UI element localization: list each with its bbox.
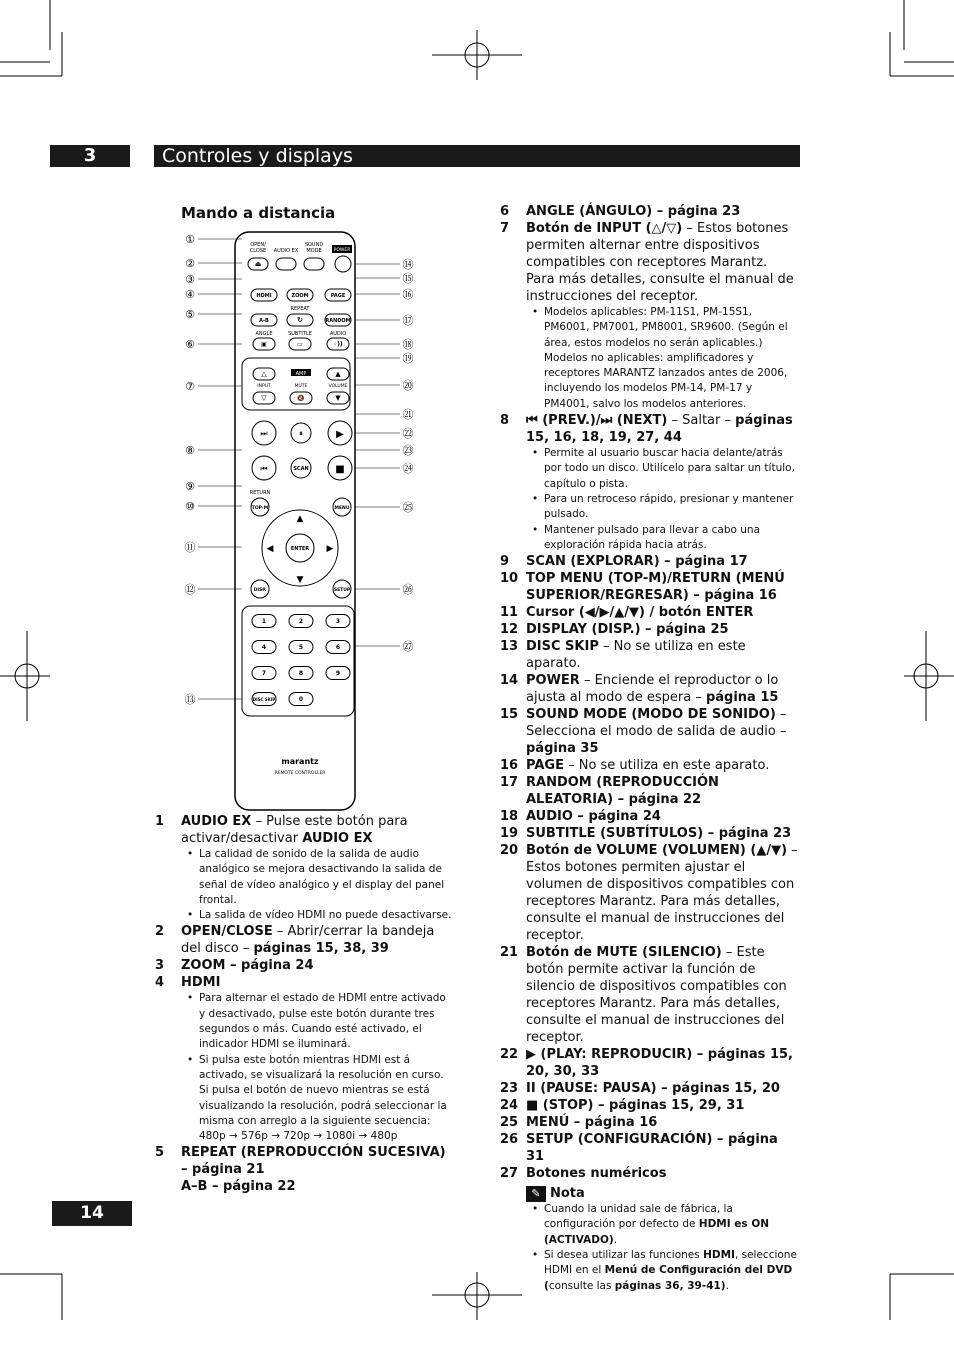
item-number: 13: [500, 639, 519, 655]
left-item-2: [155, 923, 455, 957]
item-number: 17: [500, 775, 519, 791]
cursor-down-icon: ▼: [296, 575, 304, 585]
item-number: 26: [500, 1132, 519, 1148]
power-button: [335, 256, 351, 272]
item-number: 3: [155, 958, 165, 974]
right-item-19: [500, 825, 800, 842]
item-text: RANDOM (REPRODUCCIÓN ALEATORIA) – página 22: [526, 775, 719, 808]
note-bullet: • Cuando la unidad sale de fábrica, la configuración por defecto de HDMI es ON (ACTIVADO).: [526, 1202, 800, 1248]
right-item-18: [500, 808, 800, 825]
callout-left-4: ④: [185, 288, 195, 301]
right-item-14: [500, 672, 800, 706]
item-bullet: • La salida de vídeo HDMI no puede desactivarse.: [181, 908, 455, 923]
item-number: 16: [500, 758, 519, 774]
item-text: REPEAT (REPRODUCCIÓN SUCESIVA) – página 21 A–B – página 22: [181, 1145, 446, 1195]
item-text: SCAN (EXPLORAR) – página 17: [526, 554, 748, 570]
right-item-20: [500, 842, 800, 944]
audio-label: AUDIO: [329, 331, 347, 337]
callout-right-10: ㉓: [402, 444, 414, 457]
item-number: 12: [500, 622, 519, 638]
callout-left-9: ⑨: [185, 480, 195, 493]
item-text: SOUND MODE (MODO DE SONIDO) – Selecciona el modo de salida de audio – página 35: [526, 707, 787, 757]
remote-controller-label: REMOTE CONTROLLER: [274, 771, 326, 776]
volume-up-button-label: ▲: [335, 370, 341, 378]
pencil-icon: ✎: [526, 1186, 546, 1202]
item-number: 24: [500, 1098, 519, 1114]
right-item-24: [500, 1097, 800, 1114]
number-button-3-label: 3: [335, 618, 341, 625]
section-title: Mando a distancia: [181, 204, 336, 222]
subtitle-label: SUBTITLE: [288, 331, 312, 337]
item-bullet: • Mantener pulsado para llevar a cabo una exploración rápida hacia atrás.: [526, 523, 800, 554]
item-number: 18: [500, 809, 519, 825]
item-text: AUDIO – página 24: [526, 809, 661, 825]
audio-button-label: ◦)): [333, 341, 343, 348]
random-button-label: RANDOM: [325, 318, 351, 324]
volume-down-button-label: ▼: [335, 394, 341, 402]
item-text: ■ (STOP) – páginas 15, 29, 31: [526, 1098, 745, 1114]
callout-left-7: ⑦: [185, 380, 195, 393]
item-bullet: • Si pulsa este botón mientras HDMI est á activado, se visualizará la resolución en curso. Si pulsa el botón de nuevo mientras se está visualizando la resolución, podrá seleccionar la misma con arreglo a la siguiente secuencia: 480p → 576p → 720p → 1080i → 480p: [181, 1053, 455, 1145]
callout-right-12: ㉕: [402, 501, 414, 514]
item-number: 2: [155, 924, 165, 940]
item-bullet: • Para un retroceso rápido, presionar y mantener pulsado.: [526, 492, 800, 523]
power-label: POWER: [333, 248, 351, 253]
input-down-button-label: ▽: [261, 394, 267, 402]
remote-illustration: [180, 228, 420, 813]
stop-icon: ■: [335, 464, 345, 475]
number-button-7-label: 7: [261, 670, 267, 677]
callout-right-3: ⑯: [402, 288, 414, 301]
callout-right-11: ㉔: [402, 462, 414, 475]
sound-mode-label: SOUND MODE: [304, 242, 324, 254]
item-text: Botón de VOLUME (VOLUMEN) (▲/▼) – Estos botones permiten ajustar el volumen de dispositivos compatibles con receptores Marantz. Para más detalles, consulte el manual de instrucciones del receptor.: [526, 843, 798, 944]
item-bullet: • Para alternar el estado de HDMI entre activado y desactivado, pulse este botón durante tres segundos o más. Cuando esté activado, el indicador HDMI se iluminará.: [181, 991, 455, 1052]
item-bullet: • Permite al usuario buscar hacia delante/atrás por todo un disco. Utilícelo para saltar un título, capítulo o pista.: [526, 446, 800, 492]
audio-ex-button: [276, 258, 296, 270]
menu-label: MENU: [334, 506, 350, 511]
number-button-0-label: 0: [298, 696, 304, 703]
callout-left-13: ⑬: [184, 693, 196, 706]
callout-left-3: ③: [185, 273, 195, 286]
item-number: 22: [500, 1047, 519, 1063]
item-text: Botón de MUTE (SILENCIO) – Este botón permite activar la función de silencio de dispositivos compatibles con receptores Marantz. Para más detalles, consulte el manual de instrucciones del receptor.: [526, 945, 787, 1046]
item-text: HDMI: [181, 975, 221, 991]
return-label: RETURN: [249, 490, 271, 496]
item-text: SETUP (CONFIGURACIÓN) – página 31: [526, 1132, 778, 1165]
callout-left-12: ⑫: [184, 583, 196, 596]
left-item-list: [155, 813, 455, 1195]
scan-label: SCAN: [293, 466, 309, 472]
item-number: 6: [500, 204, 510, 219]
angle-button-label: ▣: [261, 341, 267, 348]
repeat-button-label: ↻: [297, 316, 303, 324]
callout-right-14: ㉗: [402, 640, 414, 653]
callout-right-9: ㉒: [402, 427, 414, 440]
hdmi-button-label: HDMI: [256, 293, 272, 299]
input-up-button-label: △: [261, 370, 267, 378]
item-number: 11: [500, 605, 519, 621]
item-number: 9: [500, 554, 510, 570]
right-item-11: [500, 604, 800, 621]
callout-right-4: ⑰: [402, 314, 414, 327]
remote-svg: [180, 228, 420, 813]
item-text: SUBTITLE (SUBTÍTULOS) – página 23: [526, 826, 792, 842]
number-button-6-label: 6: [335, 644, 341, 651]
right-item-list: [500, 203, 800, 1182]
item-text: DISPLAY (DISP.) – página 25: [526, 622, 729, 638]
right-item-15: [500, 706, 800, 757]
item-number: 7: [500, 221, 510, 236]
brand-logo: marantz: [281, 757, 319, 766]
item-number: 4: [155, 975, 165, 991]
item-number: 14: [500, 673, 519, 689]
callout-right-7: ⑳: [402, 379, 414, 392]
callout-left-10: ⑩: [185, 500, 195, 513]
right-item-6: [500, 203, 800, 220]
number-button-4-label: 4: [261, 644, 267, 651]
cursor-up-icon: ▲: [296, 514, 304, 524]
item-number: 15: [500, 707, 519, 723]
mute-button-label: 🔇: [297, 395, 305, 402]
ab-button-label: A-B: [259, 318, 269, 324]
next-icon: ⏭: [260, 429, 268, 438]
callout-right-2: ⑮: [402, 272, 414, 285]
top-m-label: TOP-M: [251, 506, 269, 511]
item-text: II (PAUSE: PAUSA) – páginas 15, 20: [526, 1081, 780, 1097]
cursor-left-icon: ◀: [266, 544, 274, 554]
item-text: Cursor (◀/▶/▲/▼) / botón ENTER: [526, 605, 754, 621]
angle-label: ANGLE: [255, 331, 273, 337]
prev-icon: ⏮: [260, 464, 268, 473]
left-item-4: [155, 974, 455, 1144]
repeat-label: REPEAT: [290, 306, 310, 312]
audio-ex-label: AUDIO EX: [273, 248, 299, 254]
right-item-27: [500, 1165, 800, 1182]
open-close-button-label: ⏏: [254, 260, 262, 268]
note-list: [526, 1202, 800, 1294]
callout-left-5: ⑤: [185, 308, 195, 321]
item-number: 20: [500, 843, 519, 859]
callout-left-1: ①: [185, 233, 195, 246]
item-number: 1: [155, 814, 165, 829]
item-number: 23: [500, 1081, 519, 1097]
left-item-5: [155, 1144, 455, 1195]
callout-right-1: ⑭: [402, 258, 414, 271]
item-text: DISC SKIP – No se utiliza en este aparato.: [526, 639, 746, 672]
number-button-5-label: 5: [298, 644, 304, 651]
right-item-26: [500, 1131, 800, 1165]
item-number: 19: [500, 826, 519, 842]
right-item-21: [500, 944, 800, 1046]
item-number: 5: [155, 1145, 165, 1161]
chapter-title: Controles y displays: [162, 145, 353, 167]
item-text: AUDIO EX – Pulse este botón para activar/desactivar AUDIO EX: [181, 814, 408, 846]
callout-right-6: ⑲: [402, 352, 414, 365]
number-button-2-label: 2: [298, 618, 304, 625]
item-number: 25: [500, 1115, 519, 1131]
number-button-1-label: 1: [261, 618, 267, 625]
page-number: 14: [52, 1201, 132, 1226]
right-item-7: [500, 220, 800, 412]
note-box: [526, 1185, 800, 1294]
right-item-9: [500, 553, 800, 570]
input-label: INPUT: [257, 384, 271, 389]
right-item-8: [500, 412, 800, 553]
setup-label: SETUP: [333, 588, 351, 593]
callout-left-11: ⑪: [184, 541, 196, 554]
callout-left-2: ②: [185, 257, 195, 270]
note-bullet: • Si desea utilizar las funciones HDMI, seleccione HDMI en el Menú de Configuración del DVD (consulte las páginas 36, 39-41).: [526, 1248, 800, 1294]
right-item-12: [500, 621, 800, 638]
item-number: 27: [500, 1166, 519, 1182]
chapter-number: 3: [83, 145, 97, 166]
item-number: 21: [500, 945, 519, 961]
callout-left-8: ⑧: [185, 444, 195, 457]
item-number: 8: [500, 413, 510, 429]
item-text: PAGE – No se utiliza en este aparato.: [526, 758, 770, 774]
right-item-25: [500, 1114, 800, 1131]
note-label: Nota: [550, 1186, 585, 1202]
page-button-label: PAGE: [330, 293, 346, 299]
enter-label: ENTER: [290, 546, 310, 552]
zoom-button-label: ZOOM: [291, 293, 309, 299]
item-text: POWER – Enciende el reproductor o lo ajusta al modo de espera – página 15: [526, 673, 779, 706]
number-button-9-label: 9: [335, 670, 341, 677]
left-item-1: [155, 813, 455, 923]
right-item-13: [500, 638, 800, 672]
item-text: OPEN/CLOSE – Abrir/cerrar la bandeja del disco – páginas 15, 38, 39: [181, 924, 435, 957]
item-text: MENÚ – página 16: [526, 1115, 658, 1131]
amp-label: AMP: [295, 371, 307, 377]
subtitle-button-label: ▭: [297, 341, 303, 348]
volume-label: VOLUME: [328, 384, 348, 389]
pause-icon: ⏸: [299, 429, 303, 438]
item-text: Botón de INPUT (△/▽) – Estos botones permiten alternar entre dispositivos compatibles con receptores Marantz. Para más detalles, consulte el manual de instrucciones del receptor.: [526, 221, 794, 304]
sound-mode-button: [304, 258, 324, 270]
left-item-3: [155, 957, 455, 974]
number-button-8-label: 8: [298, 670, 304, 677]
callout-right-8: ㉑: [402, 408, 414, 421]
open-close-label: OPEN/ CLOSE: [249, 242, 267, 254]
item-number: 10: [500, 571, 519, 587]
callout-right-5: ⑱: [402, 338, 414, 351]
disc-skip-button-label: DISC SKIP: [252, 697, 276, 702]
callout-left-6: ⑥: [185, 338, 195, 351]
item-bullet: • La calidad de sonido de la salida de audio analógico se mejora desactivando la salida de señal de vídeo analógico y el display del panel frontal.: [181, 847, 455, 908]
right-item-10: [500, 570, 800, 604]
cursor-right-icon: ▶: [326, 544, 334, 554]
right-column: [500, 203, 800, 1294]
callout-right-13: ㉖: [402, 583, 414, 596]
left-column: [155, 813, 455, 1195]
item-bullet: • Modelos aplicables: PM-11S1, PM-15S1, PM6001, PM7001, PM8001, SR9600. (Según el área, estos modelos no serán aplicables.) Modelos no aplicables: amplificadores y receptores MARANTZ lanzados antes de 2006, incluyendo los modelos PM-14, PM-17 y PM4001, salvo los modelos anteriores.: [526, 305, 800, 412]
right-item-17: [500, 774, 800, 808]
item-text: Botones numéricos: [526, 1166, 667, 1182]
item-text: ANGLE (ÁNGULO) – página 23: [526, 204, 741, 219]
right-item-23: [500, 1080, 800, 1097]
item-text: ZOOM – página 24: [181, 958, 314, 974]
right-item-16: [500, 757, 800, 774]
chapter-header: [50, 145, 800, 167]
item-text: ▶ (PLAY: REPRODUCIR) – páginas 15, 20, 30, 33: [526, 1047, 793, 1080]
play-icon: ▶: [336, 429, 344, 440]
right-item-22: [500, 1046, 800, 1080]
item-text: TOP MENU (TOP-M)/RETURN (MENÚ SUPERIOR/REGRESAR) – página 16: [526, 571, 785, 604]
disp-label: DISP.: [253, 588, 267, 593]
mute-label: MUTE: [294, 384, 308, 389]
item-text: ⏮ (PREV.)/⏭ (NEXT) – Saltar – páginas 15, 16, 18, 19, 27, 44: [526, 413, 793, 446]
